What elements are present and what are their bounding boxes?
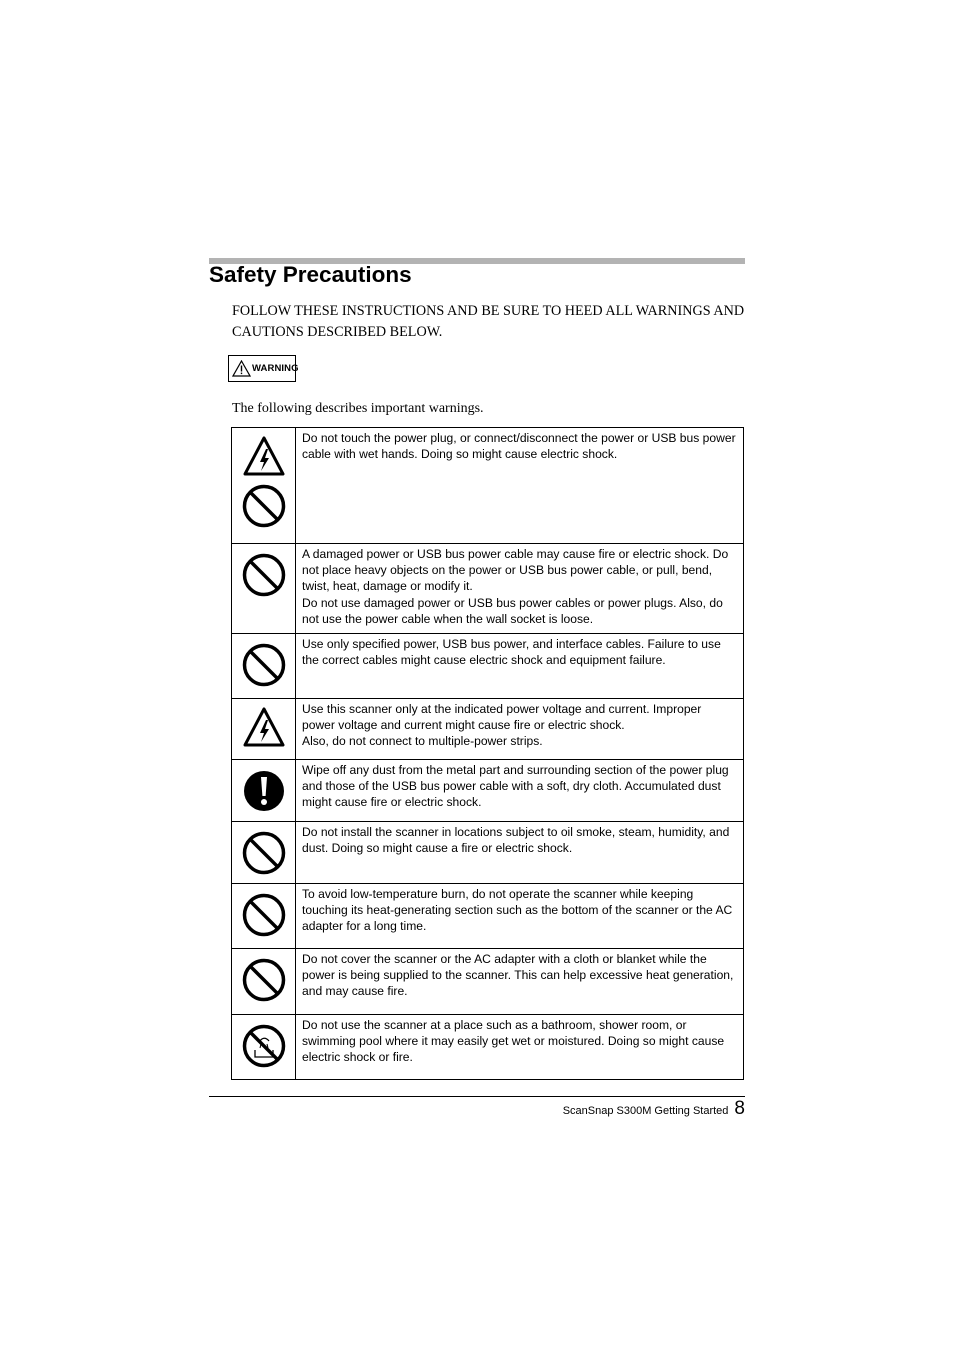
warning-icons [232,699,296,760]
prohibition-icon [242,958,286,1002]
intro-text: FOLLOW THESE INSTRUCTIONS AND BE SURE TO HEED ALL WARNINGS AND CAUTIONS DESCRIBED BELOW. [232,303,745,340]
warning-icons [232,428,296,544]
warning-icons [232,822,296,884]
warning-text: Do not touch the power plug, or connect/disconnect the power or USB bus power cable with wet hands. Doing so might cause electric shock. [296,428,744,544]
warning-icons [232,884,296,949]
prohibition-icon [242,553,286,597]
warning-row [232,760,744,822]
prohibition-icon [242,484,286,528]
warning-icons [232,949,296,1015]
warning-text: A damaged power or USB bus power cable may cause fire or electric shock. Do not place heavy objects on the power or USB bus power cable, or pull, bend, twist, heat, damage or modify it. Do not use damaged power or USB bus power cables or power plugs. Also, do not use the power cable when the wall socket is loose. [296,544,744,634]
warning-row [232,428,744,544]
no-wet-place-icon [242,1024,286,1068]
warning-text: Do not cover the scanner or the AC adapter with a cloth or blanket while the power is being supplied to the scanner. This can help excessive heat generation, and may cause fire. [296,949,744,1015]
warning-row [232,699,744,760]
warning-label: WARNING [252,363,299,374]
mandatory-action-icon [242,769,286,813]
page-title: Safety Precautions [209,262,412,287]
warning-row [232,822,744,884]
footer-rule [209,1096,745,1097]
warning-text: Use only specified power, USB bus power, and interface cables. Failure to use the correct cables might cause electric shock and equipment failure. [296,634,744,699]
warning-row [232,544,744,634]
footer-title: ScanSnap S300M Getting Started [562,1105,729,1117]
warning-row [232,634,744,699]
warning-row [232,884,744,949]
caution-triangle-icon [232,360,251,377]
electric-shock-icon [242,435,286,477]
prohibition-icon [242,643,286,687]
warning-text: Use this scanner only at the indicated power voltage and current. Improper power voltage and current might cause fire or electric shock. Also, do not connect to multiple-power strips. [296,699,744,760]
warning-icons [232,544,296,634]
warning-badge [228,355,299,382]
warning-text: Do not install the scanner in locations subject to oil smoke, steam, humidity, and dust. Doing so might cause a fire or electric shock. [296,822,744,884]
warning-icons [232,634,296,699]
warnings-table [231,427,744,1080]
warning-text: Do not use the scanner at a place such as a bathroom, shower room, or swimming pool where it may easily get wet or moistured. Doing so might cause electric shock or fire. [296,1015,744,1080]
page-footer [563,1098,745,1120]
warning-row [232,949,744,1015]
warning-text: Wipe off any dust from the metal part and surrounding section of the power plug and those of the USB bus power cable with a soft, dry cloth. Accumulated dust might cause fire or electric shock. [296,760,744,822]
warning-row [232,1015,744,1080]
warning-text: To avoid low-temperature burn, do not operate the scanner while keeping touching its heat-generating section such as the bottom of the scanner or the AC adapter for a long time. [296,884,744,949]
description-text: The following describes important warnings. [232,401,484,416]
prohibition-icon [242,831,286,875]
page-number: 8 [734,1098,745,1119]
prohibition-icon [242,893,286,937]
warning-icons [232,760,296,822]
warning-icons [232,1015,296,1080]
electric-shock-icon [242,706,286,748]
